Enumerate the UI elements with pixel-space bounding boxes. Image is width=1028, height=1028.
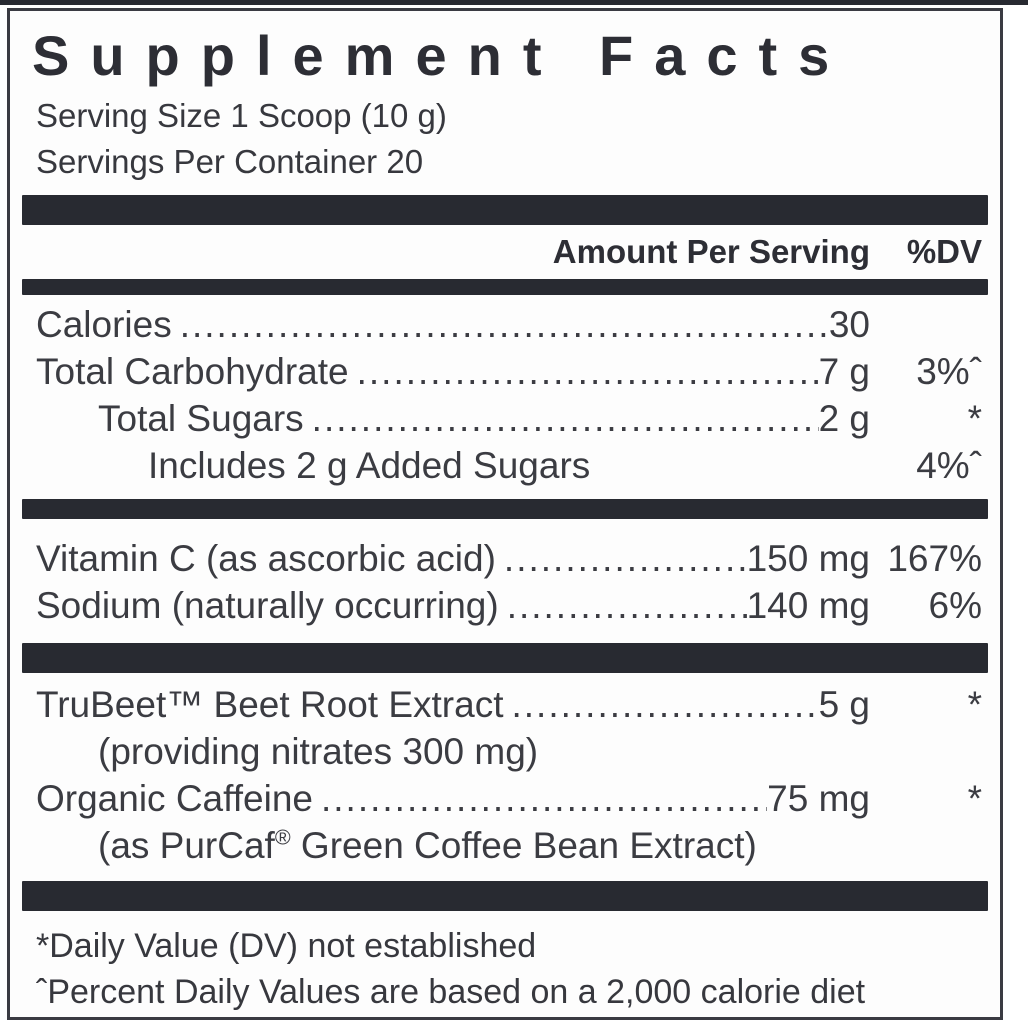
- row-vitamin-c: [22, 535, 988, 582]
- nutrient-dv: *: [967, 778, 982, 819]
- leader-dots: [180, 301, 829, 348]
- nutrient-amount: 150 mg: [746, 538, 870, 579]
- top-edge-strip: [0, 0, 1028, 5]
- divider-bar-thick: [22, 643, 988, 673]
- header-percent-dv: %DV: [906, 233, 982, 270]
- nutrient-dv: *: [967, 684, 982, 725]
- row-caffeine-detail: [22, 822, 988, 869]
- row-trubeet-extract: [22, 681, 988, 728]
- footnotes: [22, 923, 988, 1015]
- leader-dots: [357, 348, 819, 395]
- servings-per-container: Servings Per Container 20: [36, 143, 424, 180]
- caffeine-detail-prefix: (as PurCaf: [98, 825, 275, 866]
- section-proprietary: [22, 681, 988, 869]
- nutrient-name: Calories: [36, 304, 172, 345]
- row-added-sugars: [22, 442, 988, 489]
- nutrient-name: Vitamin C (as ascorbic acid): [36, 538, 496, 579]
- row-organic-caffeine: [22, 775, 988, 822]
- section-vitamins: [22, 535, 988, 629]
- nutrient-name: Organic Caffeine: [36, 778, 313, 819]
- nutrient-amount: 75 mg: [767, 778, 870, 819]
- registered-mark: ®: [274, 825, 291, 850]
- row-calories: [22, 301, 988, 348]
- supplement-facts-panel: [7, 8, 1003, 1020]
- leader-dots: [512, 681, 819, 728]
- nutrient-dv: 6%: [928, 585, 982, 626]
- nutrient-name: Total Carbohydrate: [36, 351, 349, 392]
- nutrient-dv: 167%: [887, 538, 982, 579]
- leader-dots: [507, 582, 747, 629]
- nutrient-amount: 30: [828, 304, 870, 345]
- nutrient-name: TruBeet™ Beet Root Extract: [36, 684, 504, 725]
- leader-dots: [321, 775, 767, 822]
- table-header: [22, 233, 988, 271]
- section-macros: [22, 301, 988, 489]
- nutrient-name: Total Sugars: [98, 398, 304, 439]
- nutrient-amount: 7 g: [818, 351, 870, 392]
- nutrient-dv: 3%ˆ: [916, 351, 982, 392]
- nutrient-amount: 140 mg: [746, 585, 870, 626]
- row-trubeet-detail: (providing nitrates 300 mg): [98, 731, 539, 772]
- nutrient-dv: 4%ˆ: [916, 445, 982, 486]
- leader-dots: [312, 395, 819, 442]
- nutrient-name: Sodium (naturally occurring): [36, 585, 499, 626]
- serving-size: Serving Size 1 Scoop (10 g): [36, 97, 447, 134]
- row-total-carbohydrate: [22, 348, 988, 395]
- serving-info: [22, 93, 988, 185]
- nutrient-amount: 2 g: [818, 398, 870, 439]
- nutrient-amount: 5 g: [818, 684, 870, 725]
- divider-bar-thick: [22, 195, 988, 225]
- caffeine-detail-suffix: Green Coffee Bean Extract): [290, 825, 757, 866]
- footnote-percent-dv: ˆPercent Daily Values are based on a 2,000 calorie diet: [36, 973, 866, 1011]
- divider-bar-thick: [22, 499, 988, 519]
- nutrient-dv: *: [967, 398, 982, 439]
- divider-bar-medium: [22, 279, 988, 295]
- footnote-daily-value: *Daily Value (DV) not established: [36, 927, 537, 965]
- row-sodium: [22, 582, 988, 629]
- divider-bar-thick: [22, 881, 988, 911]
- panel-title: Supplement Facts: [32, 24, 851, 87]
- leader-dots: [504, 535, 747, 582]
- row-total-sugars: [22, 395, 988, 442]
- header-amount-per-serving: Amount Per Serving: [552, 233, 870, 270]
- nutrient-name: Includes 2 g Added Sugars: [148, 445, 591, 486]
